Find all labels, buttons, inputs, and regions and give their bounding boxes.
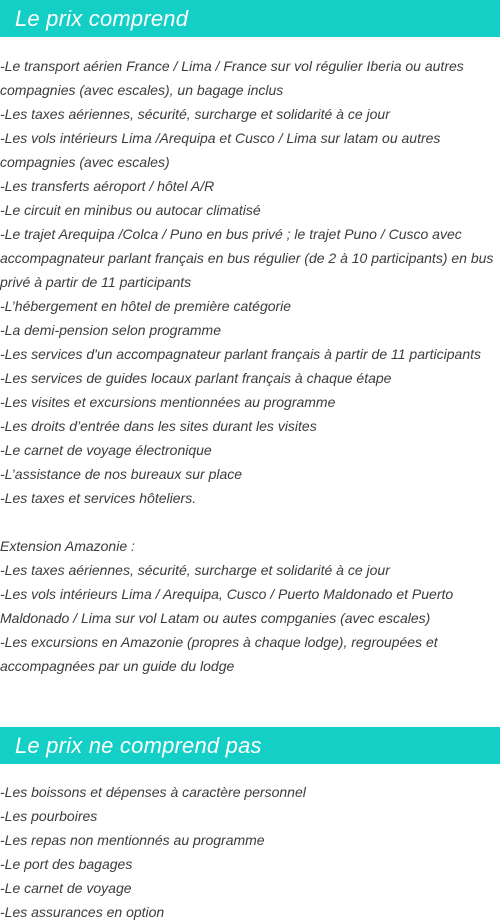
list-item: -Les visites et excursions mentionnées au programme <box>0 394 336 410</box>
included-title: Le prix comprend <box>15 5 189 31</box>
list-item: -Les boissons et dépenses à caractère personnel <box>0 784 306 800</box>
excluded-header <box>0 727 500 764</box>
list-item: -Le transport aérien France / Lima / France sur vol régulier Iberia ou autres compagnies (avec escales), un bagage inclus <box>0 58 464 98</box>
list-item: -Le carnet de voyage électronique <box>0 442 212 458</box>
included-list <box>0 54 500 510</box>
extension-heading: Extension Amazonie : <box>0 538 135 554</box>
list-item: -Les pourboires <box>0 808 98 824</box>
list-item: -L’hébergement en hôtel de première catégorie <box>0 298 292 314</box>
list-item: -Les taxes et services hôteliers. <box>0 490 197 506</box>
list-item: -La demi-pension selon programme <box>0 322 221 338</box>
list-item: -Les transferts aéroport / hôtel A/R <box>0 178 215 194</box>
list-item: -Les vols intérieurs Lima / Arequipa, Cusco / Puerto Maldonado et Puerto Maldonado / Lima sur vol Latam ou autes compganies (avec escales) <box>0 586 454 626</box>
list-item: -Les taxes aériennes, sécurité, surcharge et solidarité à ce jour <box>0 106 390 122</box>
list-item: -Les vols intérieurs Lima /Arequipa et Cusco / Lima sur latam ou autres compagnies (avec escales) <box>0 130 441 170</box>
list-item: -L’assistance de nos bureaux sur place <box>0 466 243 482</box>
list-item: -Le trajet Arequipa /Colca / Puno en bus privé ; le trajet Puno / Cusco avec accompagnateur parlant français en bus régulier (de 2 à 10 participants) en bus privé à partir de 11 participants <box>0 226 494 290</box>
list-item: -Les droits d’entrée dans les sites durant les visites <box>0 418 317 434</box>
list-item: -Les taxes aériennes, sécurité, surcharge et solidarité à ce jour <box>0 562 390 578</box>
excluded-list <box>0 780 500 924</box>
list-item: -Le circuit en minibus ou autocar climatisé <box>0 202 261 218</box>
list-item: -Le carnet de voyage <box>0 880 132 896</box>
excluded-title: Le prix ne comprend pas <box>15 732 262 758</box>
extension-list <box>0 534 500 678</box>
list-item: -Les repas non mentionnés au programme <box>0 832 265 848</box>
list-item: -Les services de guides locaux parlant français à chaque étape <box>0 370 392 386</box>
list-item: -Le port des bagages <box>0 856 133 872</box>
list-item: -Les services d'un accompagnateur parlant français à partir de 11 participants <box>0 346 482 362</box>
included-header <box>0 0 500 37</box>
list-item: -Les assurances en option <box>0 904 165 920</box>
list-item: -Les excursions en Amazonie (propres à chaque lodge), regroupées et accompagnées par un guide du lodge <box>0 634 438 674</box>
